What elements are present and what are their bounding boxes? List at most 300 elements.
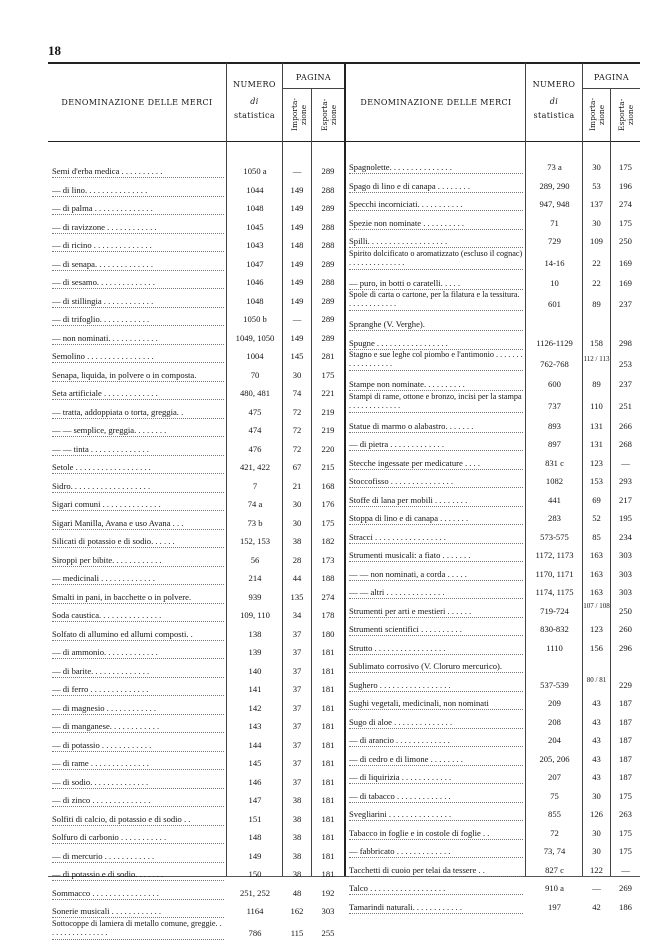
importazione-page: 131 bbox=[590, 420, 603, 431]
esportazione-page: 181 bbox=[321, 665, 335, 676]
importazione-page: — bbox=[292, 166, 302, 176]
statistica-number: 441 bbox=[548, 494, 561, 505]
importazione-page: 149 bbox=[290, 332, 304, 343]
row-separator bbox=[349, 210, 523, 211]
statistica-number: 537-539 bbox=[540, 679, 569, 690]
merce-name: Svegliarini . . . . . . . . . . . . . . . bbox=[349, 809, 452, 819]
statistica-number: 205, 206 bbox=[539, 753, 570, 764]
merce-name: Strutto . . . . . . . . . . . . . . . . . bbox=[349, 642, 446, 653]
importazione-page: 43 bbox=[592, 772, 601, 782]
merce-name: Sonerie musicali . . . . . . . . . . . . bbox=[52, 906, 162, 916]
esportazione-page: 175 bbox=[619, 217, 632, 228]
merce-name: — di magnesio . . . . . . . . . . . . bbox=[52, 702, 157, 713]
importazione-page: 22 bbox=[592, 257, 601, 268]
row-separator bbox=[52, 177, 224, 178]
esportazione-page: 169 bbox=[619, 257, 632, 268]
left-statistica-header: statistica bbox=[234, 111, 275, 120]
importazione-page: 148 bbox=[290, 240, 304, 250]
importazione-page: 158 bbox=[590, 337, 603, 348]
merce-name: Solfato di allumino ed allumi composti. . bbox=[52, 628, 193, 639]
statistica-number: 601 bbox=[548, 299, 561, 309]
statistica-number: 1082 bbox=[545, 476, 564, 486]
esportazione-page: 169 bbox=[619, 277, 632, 288]
esportazione-page: 260 bbox=[619, 624, 632, 634]
importazione-page: 37 bbox=[292, 721, 302, 731]
statistica-number: 73 b bbox=[247, 517, 263, 528]
esportazione-page: 303 bbox=[619, 568, 632, 579]
merce-name: — tratta, addoppiata o torta, greggia. . bbox=[52, 406, 184, 417]
row-separator bbox=[52, 270, 224, 271]
left-column-title: DENOMINAZIONE DELLE MERCI bbox=[61, 98, 213, 107]
statistica-number: 1126-1129 bbox=[536, 337, 573, 348]
row-separator bbox=[52, 732, 224, 733]
merce-name: Semolino . . . . . . . . . . . . . . . . bbox=[52, 351, 154, 361]
esportazione-page: 289 bbox=[321, 332, 335, 343]
left-numero-header: NUMERO bbox=[233, 80, 276, 89]
row-separator bbox=[349, 857, 523, 858]
merce-name: — di rame . . . . . . . . . . . . . . bbox=[52, 758, 149, 768]
statistica-number: 855 bbox=[548, 809, 561, 819]
esportazione-page: 219 bbox=[321, 425, 335, 435]
esportazione-page: 175 bbox=[619, 827, 632, 838]
merce-name: Spezie non nominate . . . . . . . . . . bbox=[349, 217, 465, 228]
importazione-page: 149 bbox=[290, 295, 304, 306]
importazione-page: 135 bbox=[290, 591, 304, 602]
row-separator bbox=[349, 672, 523, 673]
statistica-number: 207 bbox=[548, 772, 561, 782]
row-separator bbox=[349, 802, 523, 803]
importazione-page: 89 bbox=[592, 299, 601, 309]
esportazione-page: — bbox=[621, 864, 630, 875]
importazione-page: 149 bbox=[290, 258, 304, 269]
statistica-number: 146 bbox=[248, 776, 262, 787]
esportazione-page: 188 bbox=[321, 573, 335, 583]
right-esportazione-header: Esporta-zione bbox=[617, 98, 635, 132]
merce-name: — — non nominati, a corda . . . . . bbox=[349, 568, 467, 579]
merce-name: — di cedro e di limone . . . . . . . . bbox=[349, 753, 463, 764]
statistica-number: 251, 252 bbox=[239, 887, 271, 898]
merce-name: — di sesamo. . . . . . . . . . . . . . bbox=[52, 277, 155, 287]
statistica-number: 7 bbox=[252, 480, 258, 491]
row-separator bbox=[52, 473, 224, 474]
row-separator bbox=[52, 880, 224, 881]
statistica-number: 1049, 1050 bbox=[235, 332, 275, 343]
esportazione-page: 187 bbox=[619, 716, 632, 727]
esportazione-page: 181 bbox=[321, 647, 335, 657]
importazione-page: 89 bbox=[592, 379, 601, 389]
esportazione-page: 289 bbox=[321, 166, 335, 176]
esportazione-page: 181 bbox=[321, 776, 335, 787]
importazione-page: 37 bbox=[292, 702, 302, 713]
merce-name: — di stillingia . . . . . . . . . . . . bbox=[52, 295, 154, 306]
row-separator bbox=[349, 783, 523, 784]
row-separator bbox=[349, 894, 523, 895]
merce-name: Semi d'erba medica . . . . . . . . . . bbox=[52, 166, 163, 176]
esportazione-page: 303 bbox=[619, 550, 632, 560]
merce-name: — — altri . . . . . . . . . . . . . . bbox=[349, 587, 445, 597]
row-separator bbox=[349, 543, 523, 544]
importazione-page: 156 bbox=[590, 642, 603, 653]
merce-name: Spugne . . . . . . . . . . . . . . . . . bbox=[349, 337, 448, 348]
merce-name: Spranghe (V. Verghe). bbox=[349, 319, 425, 329]
importazione-page: 37 bbox=[292, 684, 302, 694]
importazione-page: 122 bbox=[590, 864, 603, 875]
importazione-page: 145 bbox=[290, 351, 304, 361]
row-separator bbox=[52, 769, 224, 770]
row-separator bbox=[52, 566, 224, 567]
merce-name: Stoffe di lana per mobili . . . . . . . . bbox=[349, 494, 468, 505]
statistica-number: 762-768 bbox=[540, 359, 569, 369]
merce-name: — di ravizzone . . . . . . . . . . . . bbox=[52, 221, 157, 232]
importazione-page: 131 bbox=[590, 439, 603, 449]
merce-name: Spago di lino e di canapa . . . . . . . . bbox=[349, 180, 471, 191]
esportazione-page: 181 bbox=[321, 684, 335, 694]
statistica-number: 737 bbox=[548, 400, 561, 411]
importazione-page: 44 bbox=[292, 573, 302, 583]
row-separator bbox=[349, 913, 523, 914]
esportazione-page: 250 bbox=[619, 236, 632, 246]
statistica-number: 897 bbox=[548, 439, 561, 449]
statistica-number: 148 bbox=[248, 832, 262, 842]
esportazione-page: 187 bbox=[619, 772, 632, 782]
statistica-number: 1048 bbox=[246, 295, 264, 306]
esportazione-page: 176 bbox=[321, 499, 335, 509]
importazione-page: 162 bbox=[290, 906, 304, 916]
row-separator bbox=[349, 229, 523, 230]
esportazione-page: 296 bbox=[619, 642, 632, 653]
merce-name: Sigari Manilla, Avana e uso Avana . . . bbox=[52, 517, 184, 528]
merce-name: Sigari comuni . . . . . . . . . . . . . . bbox=[52, 499, 161, 509]
importazione-page: 110 bbox=[590, 400, 603, 411]
merce-name: — di lino. . . . . . . . . . . . . . . bbox=[52, 184, 148, 195]
right-column-title: DENOMINAZIONE DELLE MERCI bbox=[360, 98, 512, 107]
importazione-page: 149 bbox=[290, 184, 304, 195]
statistica-number: 144 bbox=[248, 739, 262, 750]
merce-name: — medicinali . . . . . . . . . . . . . bbox=[52, 573, 155, 583]
merce-name: Sugo di aloe . . . . . . . . . . . . . . bbox=[349, 716, 453, 727]
merce-name: Sublimato corrosivo (V. Cloruro mercurico). bbox=[349, 661, 503, 671]
statistica-number: 1048 bbox=[246, 203, 264, 213]
esportazione-page: 220 bbox=[321, 443, 335, 454]
statistica-number: 204 bbox=[548, 735, 561, 745]
merce-name: — — semplice, greggia. . . . . . . . bbox=[52, 425, 167, 435]
statistica-number: 70 bbox=[250, 369, 260, 380]
importazione-page: 153 bbox=[590, 476, 603, 486]
merce-name: Senapa, liquida, in polvere o in composta. bbox=[52, 369, 197, 380]
importazione-page: 30 bbox=[592, 790, 601, 801]
esportazione-page: 181 bbox=[321, 795, 335, 805]
row-separator bbox=[52, 899, 224, 900]
esportazione-page: 281 bbox=[321, 351, 335, 361]
statistica-number: 475 bbox=[248, 406, 262, 417]
importazione-page: 42 bbox=[592, 901, 601, 912]
esportazione-page: 181 bbox=[321, 832, 335, 842]
esportazione-page: 298 bbox=[619, 337, 632, 348]
statistica-number: 151 bbox=[248, 813, 262, 824]
row-separator bbox=[349, 876, 523, 877]
row-separator bbox=[349, 450, 523, 451]
row-separator bbox=[52, 436, 224, 437]
statistica-number: 73 a bbox=[547, 162, 562, 172]
row-separator bbox=[349, 506, 523, 507]
importazione-page: 43 bbox=[592, 716, 601, 727]
statistica-number: 1050 b bbox=[243, 314, 267, 324]
importazione-page: 72 bbox=[292, 425, 302, 435]
row-separator bbox=[52, 939, 224, 940]
row-separator bbox=[52, 695, 224, 696]
row-separator bbox=[52, 233, 224, 234]
statistica-number: 786 bbox=[248, 927, 262, 938]
merce-name: Stagno e sue leghe col piombo e l'antimonio . . . . . . . . . . . . . . . . . . bbox=[349, 350, 523, 369]
row-separator bbox=[52, 455, 224, 456]
importazione-page: 69 bbox=[592, 494, 601, 505]
row-separator bbox=[349, 598, 523, 599]
row-separator bbox=[52, 862, 224, 863]
esportazione-page: 181 bbox=[321, 869, 335, 879]
statistica-number: 1044 bbox=[246, 184, 264, 195]
importazione-page: 72 bbox=[292, 406, 302, 417]
merce-name: — di tabacco . . . . . . . . . . . . . bbox=[349, 790, 451, 801]
merce-name: — di pietra . . . . . . . . . . . . . bbox=[349, 439, 444, 449]
esportazione-page: 289 bbox=[321, 295, 335, 306]
esportazione-page: 219 bbox=[321, 406, 335, 417]
row-separator bbox=[52, 399, 224, 400]
merce-name: — di liquirizia . . . . . . . . . . . . bbox=[349, 772, 452, 782]
esportazione-page: 229 bbox=[619, 679, 632, 690]
row-separator bbox=[349, 709, 523, 710]
statistica-number: 142 bbox=[248, 702, 262, 713]
row-separator bbox=[52, 677, 224, 678]
esportazione-page: 268 bbox=[619, 439, 632, 449]
statistica-number: 139 bbox=[248, 647, 262, 657]
statistica-number: 289, 290 bbox=[539, 180, 570, 191]
esportazione-page: 182 bbox=[321, 536, 335, 546]
pagina-rule-left bbox=[282, 88, 344, 89]
importazione-page: 123 bbox=[590, 624, 603, 634]
row-separator bbox=[52, 751, 224, 752]
statistica-number: 939 bbox=[248, 591, 262, 602]
esportazione-page: 168 bbox=[321, 480, 335, 491]
merce-name: Solfiti di calcio, di potassio e di sodio . . bbox=[52, 813, 191, 824]
importazione-page: 28 bbox=[292, 554, 302, 565]
esportazione-page: 288 bbox=[321, 277, 335, 287]
statistica-number: 75 bbox=[550, 790, 559, 801]
esportazione-page: 289 bbox=[321, 314, 335, 324]
row-separator bbox=[349, 524, 523, 525]
importazione-page: 74 bbox=[292, 388, 302, 398]
statistica-number: 600 bbox=[548, 379, 561, 389]
merce-name: Smalti in pani, in bacchette o in polvere. bbox=[52, 591, 192, 602]
statistica-number: 149 bbox=[248, 850, 262, 861]
esportazione-page: 288 bbox=[321, 184, 335, 195]
merce-name: Tacchetti di cuoio per telai da tessere . . bbox=[349, 864, 485, 875]
row-separator bbox=[52, 658, 224, 659]
esportazione-page: 303 bbox=[619, 587, 632, 597]
statistica-number: 1170, 1171 bbox=[535, 568, 574, 579]
merce-name: — di trifoglio. . . . . . . . . . . . bbox=[52, 314, 150, 324]
row-separator bbox=[349, 746, 523, 747]
pagina-rule-right bbox=[582, 88, 640, 89]
statistica-number: 1172, 1173 bbox=[535, 550, 574, 560]
esportazione-page: 181 bbox=[321, 850, 335, 861]
importazione-page: 30 bbox=[592, 827, 601, 838]
statistica-number: 56 bbox=[250, 554, 260, 565]
statistica-number: 1164 bbox=[246, 906, 264, 916]
merce-name: Sughi vegetali, medicinali, non nominati bbox=[349, 698, 489, 708]
merce-name: Tamarindi naturali. . . . . . . . . . . . bbox=[349, 901, 463, 912]
statistica-number: 143 bbox=[248, 721, 262, 731]
importazione-page: — bbox=[592, 883, 601, 893]
merce-name: Seta artificiale . . . . . . . . . . . . . bbox=[52, 388, 158, 398]
esportazione-page: 175 bbox=[619, 846, 632, 856]
row-separator bbox=[349, 432, 523, 433]
statistica-number: 145 bbox=[248, 758, 262, 768]
row-separator bbox=[52, 362, 224, 363]
row-separator bbox=[52, 603, 224, 604]
esportazione-page: 175 bbox=[619, 162, 632, 172]
esportazione-page: 181 bbox=[321, 758, 335, 768]
importazione-page: 126 bbox=[590, 809, 603, 819]
importazione-page: 30 bbox=[592, 162, 601, 172]
statistica-number: 910 a bbox=[545, 883, 564, 893]
statistica-number: 1050 a bbox=[243, 166, 267, 176]
statistica-number: 141 bbox=[248, 684, 262, 694]
row-separator bbox=[349, 617, 523, 618]
row-separator bbox=[52, 325, 224, 326]
row-separator bbox=[349, 654, 523, 655]
merce-name: — — tinta . . . . . . . . . . . . . . bbox=[52, 443, 149, 454]
statistica-number: 573-575 bbox=[540, 531, 569, 542]
row-separator bbox=[349, 370, 523, 371]
row-separator bbox=[349, 820, 523, 821]
row-separator bbox=[349, 330, 523, 331]
row-separator bbox=[52, 547, 224, 548]
statistica-number: 831 c bbox=[545, 457, 564, 468]
esportazione-page: 289 bbox=[321, 258, 335, 269]
importazione-page: 53 bbox=[592, 180, 601, 191]
importazione-page: 37 bbox=[292, 647, 302, 657]
left-esportazione-header: Esporta-zione bbox=[320, 98, 338, 132]
importazione-page: 115 bbox=[290, 927, 304, 938]
merce-name: — puro, in botti o caratelli. . . . . bbox=[349, 277, 460, 288]
left-importazione-header: Importa-zione bbox=[290, 98, 308, 132]
row-separator bbox=[52, 214, 224, 215]
merce-name: — di arancio . . . . . . . . . . . . . bbox=[349, 735, 450, 745]
esportazione-page: 181 bbox=[321, 813, 335, 824]
merce-name: Sommacco . . . . . . . . . . . . . . . . bbox=[52, 887, 159, 898]
statistica-number: 1004 bbox=[246, 351, 264, 361]
row-separator bbox=[52, 492, 224, 493]
statistica-number: 14-16 bbox=[544, 257, 565, 268]
merce-name: Strumenti scientifici . . . . . . . . . . bbox=[349, 624, 462, 634]
importazione-page: 80 / 81 bbox=[586, 675, 607, 684]
esportazione-page: 175 bbox=[619, 790, 632, 801]
esportazione-page: 274 bbox=[321, 591, 335, 602]
statistica-number: 214 bbox=[248, 573, 262, 583]
esportazione-page: 237 bbox=[619, 379, 632, 389]
esportazione-page: 175 bbox=[321, 517, 335, 528]
importazione-page: 43 bbox=[592, 753, 601, 764]
esportazione-page: 187 bbox=[619, 753, 632, 764]
importazione-page: 112 / 113 bbox=[583, 355, 610, 363]
row-separator bbox=[52, 843, 224, 844]
esportazione-page: 175 bbox=[321, 369, 335, 380]
importazione-page: 38 bbox=[292, 850, 302, 861]
right-di-header: di bbox=[549, 97, 559, 106]
importazione-page: 109 bbox=[590, 236, 603, 246]
statistica-number: 893 bbox=[548, 420, 561, 431]
statistica-number: 140 bbox=[248, 665, 262, 676]
row-separator bbox=[349, 839, 523, 840]
esportazione-page: 253 bbox=[619, 359, 632, 369]
row-separator bbox=[52, 344, 224, 345]
importazione-page: 30 bbox=[592, 217, 601, 228]
merce-name: — fabbricato . . . . . . . . . . . . . bbox=[349, 846, 451, 856]
importazione-page: 149 bbox=[290, 277, 304, 287]
merce-name: — di potassio . . . . . . . . . . . . bbox=[52, 739, 152, 750]
importazione-page: 30 bbox=[292, 517, 302, 528]
esportazione-page: 178 bbox=[321, 610, 335, 620]
merce-name: Spilli. . . . . . . . . . . . . . . . . . . bbox=[349, 236, 448, 246]
merce-name: Soda caustica. . . . . . . . . . . . . . . bbox=[52, 610, 162, 620]
esportazione-page: 187 bbox=[619, 698, 632, 708]
merce-name: Statue di marmo o alabastro. . . . . . . bbox=[349, 420, 474, 431]
esportazione-page: 215 bbox=[321, 462, 335, 472]
importazione-page: 34 bbox=[292, 610, 302, 620]
merce-name: Stoppa di lino e di canapa . . . . . . . bbox=[349, 513, 469, 523]
importazione-page: 43 bbox=[592, 698, 601, 708]
esportazione-page: 196 bbox=[619, 180, 632, 191]
merce-name: Stampi di rame, ottone e bronzo, incisi per la stampa . . . . . . . . . . . . . bbox=[349, 391, 522, 410]
row-separator bbox=[52, 418, 224, 419]
esportazione-page: 289 bbox=[321, 203, 335, 213]
importazione-page: 149 bbox=[290, 203, 304, 213]
merce-name: Solfuro di carbonio . . . . . . . . . . . bbox=[52, 832, 167, 842]
merce-name: — di ferro . . . . . . . . . . . . . . bbox=[52, 684, 149, 694]
esportazione-page: 192 bbox=[321, 887, 335, 898]
statistica-number: 71 bbox=[550, 217, 559, 228]
row-separator bbox=[349, 192, 523, 193]
row-separator bbox=[52, 251, 224, 252]
importazione-page: 37 bbox=[292, 628, 302, 639]
row-separator bbox=[52, 806, 224, 807]
importazione-page: 52 bbox=[592, 513, 601, 523]
merce-name: Stoccofisso . . . . . . . . . . . . . . . bbox=[349, 476, 454, 486]
esportazione-page: 234 bbox=[619, 531, 632, 542]
esportazione-page: 181 bbox=[321, 702, 335, 713]
importazione-page: 149 bbox=[290, 221, 304, 232]
importazione-page: 38 bbox=[292, 869, 302, 879]
statistica-number: 72 bbox=[550, 827, 559, 838]
importazione-page: 37 bbox=[292, 739, 302, 750]
row-separator bbox=[52, 825, 224, 826]
statistica-number: 73, 74 bbox=[543, 846, 566, 856]
statistica-number: 1043 bbox=[246, 240, 264, 250]
esportazione-page: 293 bbox=[619, 476, 632, 486]
importazione-page: 107 / 108 bbox=[583, 601, 610, 610]
merce-name: — di ammonio. . . . . . . . . . . . . bbox=[52, 647, 158, 657]
row-separator bbox=[349, 310, 523, 311]
statistica-number: 480, 481 bbox=[239, 388, 271, 398]
row-separator bbox=[52, 621, 224, 622]
esportazione-page: 250 bbox=[619, 605, 632, 616]
row-separator bbox=[349, 173, 523, 174]
importazione-page: 38 bbox=[292, 536, 302, 546]
importazione-page: 48 bbox=[292, 887, 302, 898]
esportazione-page: 303 bbox=[321, 906, 335, 916]
merce-name: — di ricino . . . . . . . . . . . . . . bbox=[52, 240, 152, 250]
merce-name: — di senapa. . . . . . . . . . . . . . bbox=[52, 258, 153, 269]
